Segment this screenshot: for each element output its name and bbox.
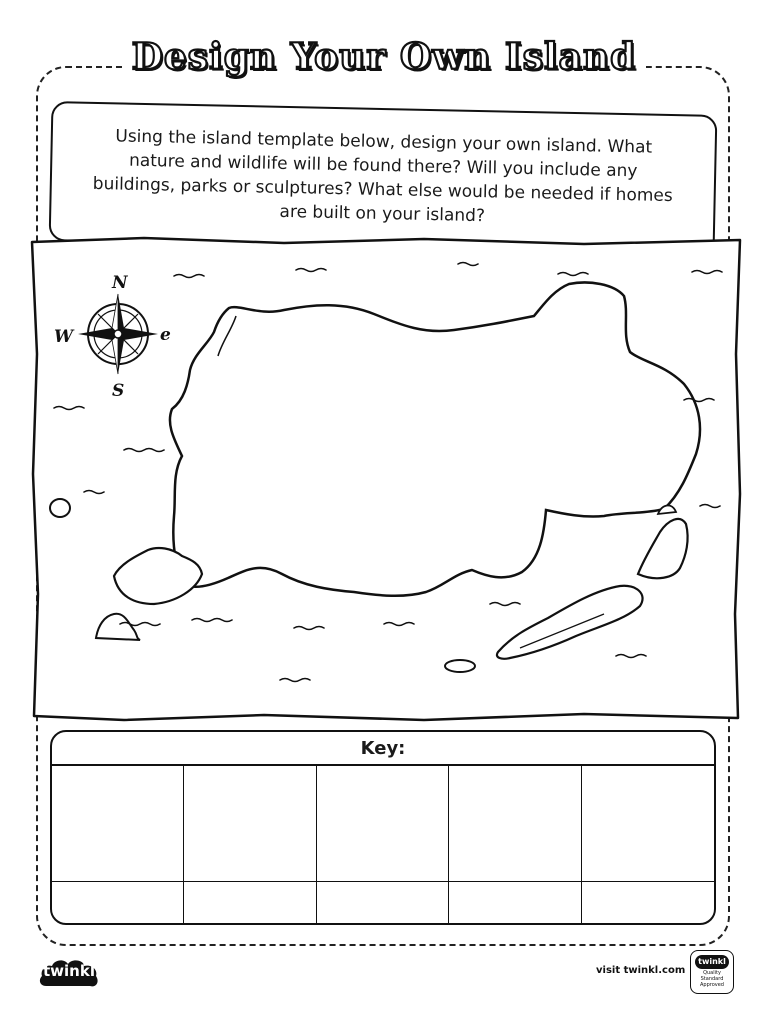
instructions-text: Using the island template below, design your own island. What nature and wildlife will be found there? Will you include any buildings, parks or sculptures? What else would be needed if homes are built on your island? <box>92 126 673 227</box>
islet-pebble-south <box>445 660 475 672</box>
key-symbol-cell[interactable] <box>317 766 449 882</box>
twinkl-logo-text: twinkl <box>43 962 95 980</box>
key-label-cell[interactable] <box>52 882 184 923</box>
island-map-svg <box>24 234 744 724</box>
twinkl-logo[interactable] <box>38 956 100 990</box>
key-grid <box>52 766 714 923</box>
badge-text: Quality Standard Approved <box>700 970 724 988</box>
key-label-cell[interactable] <box>184 882 316 923</box>
key-symbol-cell[interactable] <box>582 766 714 882</box>
compass-south: S <box>112 381 125 401</box>
key-label-cell[interactable] <box>449 882 581 923</box>
compass-north: N <box>112 273 128 293</box>
key-symbol-cell[interactable] <box>52 766 184 882</box>
key-title: Key: <box>52 732 714 766</box>
key-label-cell[interactable] <box>582 882 714 923</box>
key-symbol-cell[interactable] <box>449 766 581 882</box>
compass-west: W <box>54 327 74 347</box>
visit-twinkl-link[interactable]: visit twinkl.com <box>596 965 686 976</box>
islet-pebble-west <box>50 499 70 517</box>
island-map <box>24 234 744 724</box>
instructions-box <box>49 101 718 255</box>
compass-east: e <box>160 325 171 345</box>
page-title: Design Your Own Island <box>122 36 647 78</box>
title-container <box>0 36 768 78</box>
key-label-cell[interactable] <box>317 882 449 923</box>
badge-logo: twinkl <box>695 955 729 969</box>
quality-badge <box>690 950 734 994</box>
key-table <box>50 730 716 925</box>
key-symbol-cell[interactable] <box>184 766 316 882</box>
